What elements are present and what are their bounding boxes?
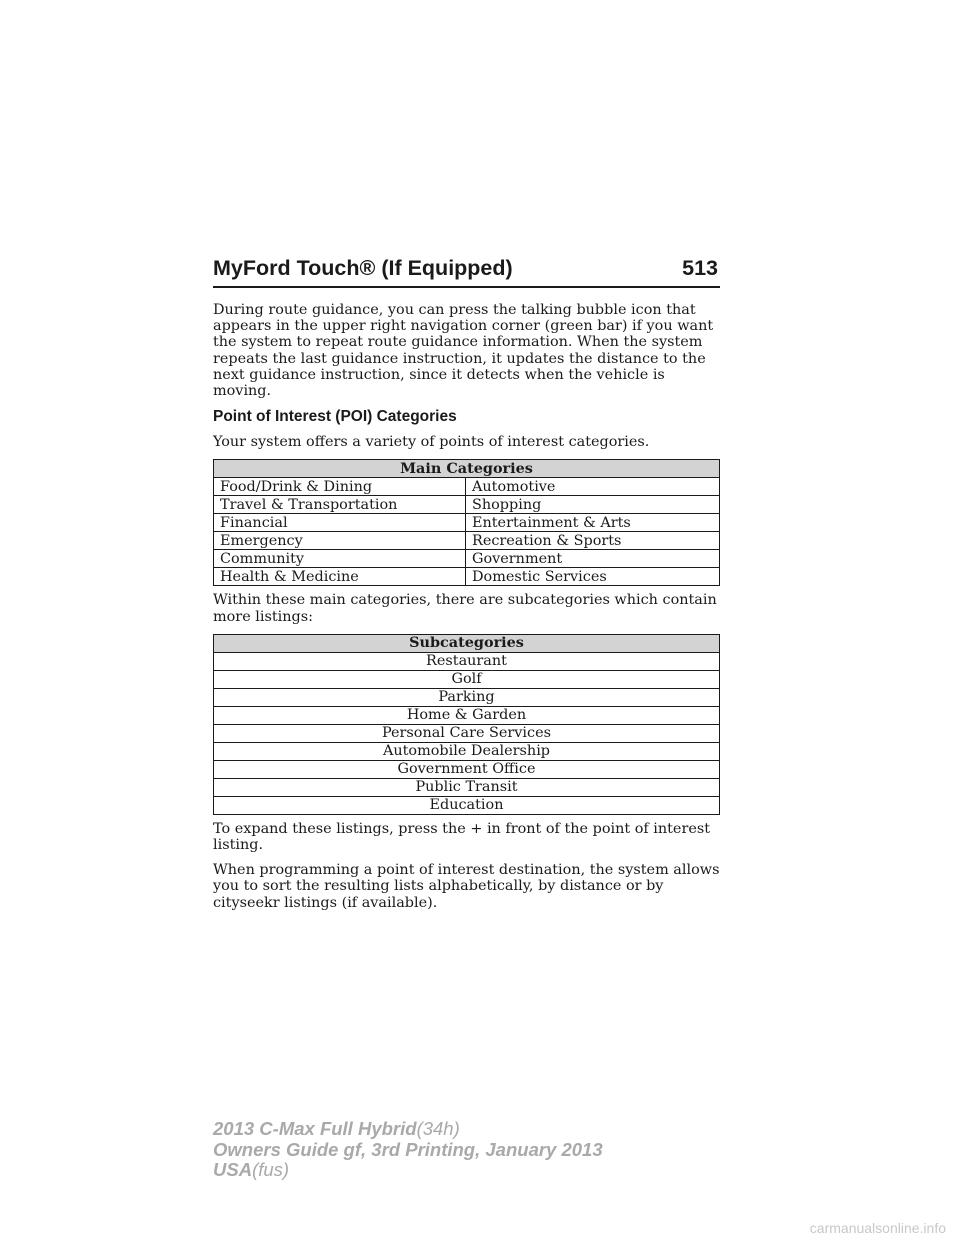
footer-line-2: Owners Guide gf, 3rd Printing, January 2013 xyxy=(213,1138,603,1160)
table-cell: Shopping xyxy=(466,496,720,514)
table-row xyxy=(214,760,720,778)
footer-model: 2013 C-Max Full Hybrid xyxy=(213,1118,417,1139)
table-cell: Food/Drink & Dining xyxy=(214,478,466,496)
poi-intro: Your system offers a variety of points of interest categories. xyxy=(213,434,650,451)
table-row xyxy=(214,550,720,568)
page-footer xyxy=(213,1119,603,1181)
page-header xyxy=(213,252,720,288)
table-cell: Government Office xyxy=(214,760,720,778)
main-categories-table xyxy=(213,459,720,586)
table-row xyxy=(214,670,720,688)
table-cell: Personal Care Services xyxy=(214,724,720,742)
intro-paragraph: During route guidance, you can press the talking bubble icon that appears in the upper right navigation corner (green bar) if you want the system to repeat route guidance information. When the system repeats the last guidance instruction, it updates the distance to the next guidance instruction, since it detects when the vehicle is moving. xyxy=(213,302,714,400)
table-cell: Public Transit xyxy=(214,778,720,796)
footer-market-code: (fus) xyxy=(252,1159,290,1180)
page-number: 513 xyxy=(682,256,718,280)
table-row xyxy=(214,796,720,814)
table-cell: Health & Medicine xyxy=(214,568,466,586)
table-cell: Emergency xyxy=(214,532,466,550)
footer-line-1 xyxy=(213,1119,603,1140)
watermark: carmanualsonline.info xyxy=(809,1220,946,1236)
footer-model-code: (34h) xyxy=(416,1118,460,1139)
table-row xyxy=(214,532,720,550)
sort-paragraph: When programming a point of interest destination, the system allows you to sort the resulting lists alphabetically, by distance or by cityseekr listings (if available). xyxy=(213,862,720,911)
table-cell: Education xyxy=(214,796,720,814)
table-cell: Financial xyxy=(214,514,466,532)
page-content xyxy=(213,302,720,920)
section-title: MyFord Touch® (If Equipped) xyxy=(213,256,513,280)
table-cell: Parking xyxy=(214,688,720,706)
subcategories-intro: Within these main categories, there are subcategories which contain more listings: xyxy=(213,592,717,625)
table-cell: Community xyxy=(214,550,466,568)
subcategories-header: Subcategories xyxy=(214,634,720,652)
table-row xyxy=(214,778,720,796)
table-row xyxy=(214,652,720,670)
table-row xyxy=(214,724,720,742)
table-row xyxy=(214,568,720,586)
table-cell: Restaurant xyxy=(214,652,720,670)
main-categories-header: Main Categories xyxy=(214,460,720,478)
table-cell: Domestic Services xyxy=(466,568,720,586)
table-row xyxy=(214,514,720,532)
footer-market: USA xyxy=(213,1159,253,1180)
table-cell: Entertainment & Arts xyxy=(466,514,720,532)
poi-heading: Point of Interest (POI) Categories xyxy=(213,408,457,426)
table-cell: Automobile Dealership xyxy=(214,742,720,760)
table-row xyxy=(214,496,720,514)
table-row xyxy=(214,742,720,760)
table-row xyxy=(214,706,720,724)
table-row xyxy=(214,688,720,706)
expand-paragraph: To expand these listings, press the + in front of the point of interest listing. xyxy=(213,820,711,854)
table-cell: Golf xyxy=(214,670,720,688)
table-cell: Travel & Transportation xyxy=(214,496,466,514)
table-cell: Automotive xyxy=(466,478,720,496)
footer-line-3 xyxy=(213,1160,603,1181)
subcategories-table xyxy=(213,634,720,815)
table-cell: Home & Garden xyxy=(214,706,720,724)
table-cell: Recreation & Sports xyxy=(466,532,720,550)
table-cell: Government xyxy=(466,550,720,568)
table-row xyxy=(214,478,720,496)
